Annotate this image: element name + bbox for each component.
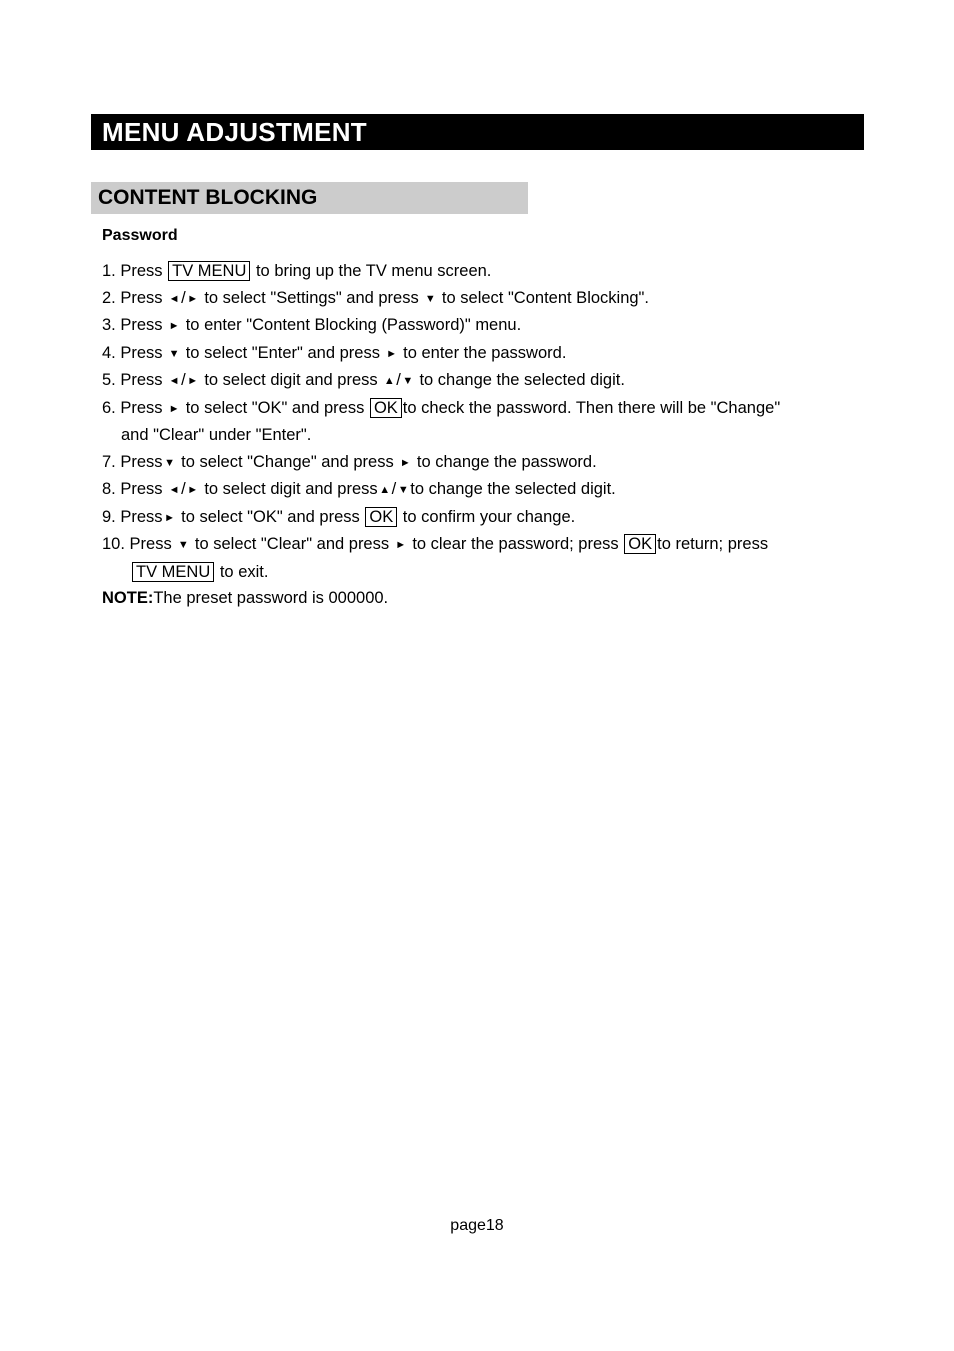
step-7 [102, 449, 862, 477]
right-arrow-icon: ► [164, 511, 175, 524]
step-text: to change the selected digit. [410, 480, 616, 498]
step-text: to change the password. [416, 452, 597, 471]
step-text: 9. Press [102, 507, 163, 526]
step-10 [102, 531, 862, 559]
step-3 [102, 312, 862, 340]
right-arrow-icon: ► [399, 456, 411, 469]
down-arrow-icon: ▼ [168, 347, 180, 360]
slash: / [391, 480, 397, 498]
step-text: 5. Press [102, 371, 163, 389]
right-arrow-icon: ► [187, 375, 199, 387]
note [102, 585, 862, 612]
down-arrow-icon: ▼ [402, 375, 414, 387]
step-text: 10. Press [102, 535, 172, 553]
right-arrow-icon: ► [187, 292, 199, 305]
step-text: 8. Press [102, 480, 163, 498]
slash: / [181, 480, 186, 498]
step-text: to select "Enter" and press [185, 343, 380, 362]
step-6-continued [102, 422, 862, 449]
tv-menu-key: TV MENU [168, 261, 250, 281]
step-10-continued [102, 559, 862, 586]
step-text: to confirm your change. [402, 507, 576, 526]
step-2 [102, 285, 862, 313]
step-text: to clear the password; press [412, 535, 619, 553]
page-title: MENU ADJUSTMENT [91, 114, 864, 150]
section-title: CONTENT BLOCKING [91, 182, 528, 214]
step-text: 3. Press [102, 316, 163, 334]
step-text: to select "OK" and press [181, 507, 360, 526]
note-label: NOTE: [102, 589, 154, 607]
step-6 [102, 395, 862, 423]
step-text: to exit. [219, 562, 269, 581]
slash: / [396, 371, 401, 389]
right-arrow-icon: ► [187, 484, 199, 496]
left-arrow-icon: ◄ [168, 375, 180, 387]
step-text: to select digit and press [204, 371, 378, 389]
step-text: to select "Clear" and press [194, 535, 390, 553]
step-5 [102, 367, 862, 395]
right-arrow-icon: ► [168, 402, 180, 415]
instruction-list [102, 258, 862, 612]
step-text: to select "Change" and press [181, 452, 394, 471]
step-text: and "Clear" under "Enter". [121, 426, 312, 444]
ok-key: OK [365, 507, 397, 527]
note-text: The preset password is 000000. [153, 589, 389, 607]
step-text: 6. Press [102, 398, 163, 417]
step-text: 2. Press [102, 288, 163, 307]
slash: / [181, 371, 186, 389]
right-arrow-icon: ► [386, 347, 397, 360]
step-text: to select "Settings" and press [204, 288, 419, 307]
step-text: to bring up the TV menu screen. [255, 262, 492, 280]
down-arrow-icon: ▼ [177, 539, 189, 551]
up-arrow-icon: ▲ [383, 375, 395, 387]
right-arrow-icon: ► [395, 539, 407, 551]
subsection-title: Password [102, 227, 178, 244]
ok-key: OK [370, 398, 402, 418]
step-text: to change the selected digit. [419, 371, 625, 389]
step-text: to select "Content Blocking". [441, 288, 649, 307]
slash: / [181, 288, 186, 307]
step-text: 1. Press [102, 262, 163, 280]
step-text: 4. Press [102, 343, 163, 362]
ok-key: OK [624, 534, 656, 554]
step-text: to check the password. Then there will be "Change" [402, 398, 781, 417]
step-text: to enter "Content Blocking (Password)" menu. [185, 316, 522, 334]
down-arrow-icon: ▼ [397, 484, 409, 496]
step-9 [102, 504, 862, 532]
tv-menu-key: TV MENU [132, 562, 214, 582]
step-8 [102, 476, 862, 504]
step-4 [102, 340, 862, 368]
step-1 [102, 258, 862, 285]
right-arrow-icon: ► [168, 320, 180, 332]
step-text: to select digit and press [204, 480, 378, 498]
left-arrow-icon: ◄ [168, 292, 180, 305]
down-arrow-icon: ▼ [164, 456, 175, 469]
step-text: to select "OK" and press [185, 398, 365, 417]
up-arrow-icon: ▲ [379, 484, 391, 496]
step-text: to enter the password. [403, 343, 567, 362]
step-text: to return; press [657, 535, 769, 553]
page-number: page18 [450, 1217, 504, 1234]
step-text: 7. Press [102, 452, 163, 471]
down-arrow-icon: ▼ [424, 292, 436, 305]
left-arrow-icon: ◄ [168, 484, 180, 496]
